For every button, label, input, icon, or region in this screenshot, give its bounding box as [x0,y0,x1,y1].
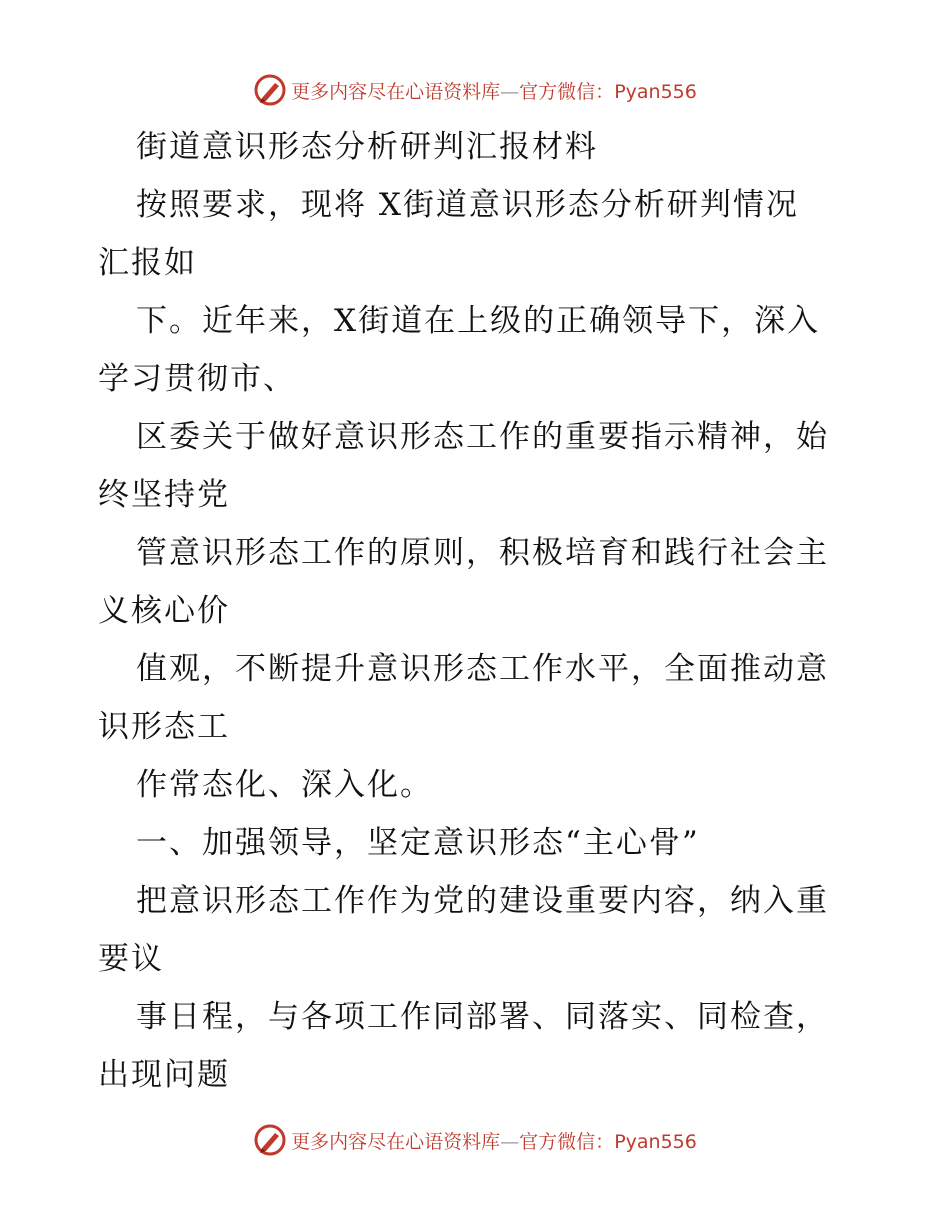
footer-banner [0,1120,950,1160]
banner-wechat-label: 官方微信： [519,80,615,103]
banner-wechat-id: Pyan556 [614,80,697,103]
paragraph-line: 下。近年来，X街道在上级的正确领导下，深入 [136,303,821,339]
paragraph-line: 出现问题 [98,1057,230,1093]
banner-text [291,1127,697,1154]
paragraph-line: 作常态化、深入化。 [136,767,433,803]
paragraph-line: 区委关于做好意识形态工作的重要指示精神，始 [136,419,829,455]
banner-main-text: 更多内容尽在心语资料库 [291,80,501,103]
banner-wechat-id: Pyan556 [614,1130,697,1153]
paragraph-line: 事日程，与各项工作同部署、同落实、同检查， [136,999,829,1035]
paragraph-line: 终坚持党 [98,477,230,513]
banner-dash: — [500,1130,520,1153]
paragraph-line: 管意识形态工作的原则，积极培育和践行社会主 [136,535,829,571]
paragraph-line: 识形态工 [98,709,230,745]
paragraph-line: 义核心价 [98,593,230,629]
paragraph-line: 按照要求，现将 X街道意识形态分析研判情况 [136,187,799,223]
header-banner [0,70,950,110]
banner-wechat-label: 官方微信： [519,1130,615,1153]
paragraph-line: 汇报如 [98,245,197,281]
paragraph-line: 学习贯彻市、 [98,361,296,397]
paragraph-line: 要议 [98,941,164,977]
paragraph-line: 值观，不断提升意识形态工作水平，全面推动意 [136,651,829,687]
pen-logo-icon [253,73,287,107]
paragraph-line: 把意识形态工作作为党的建设重要内容，纳入重 [136,883,829,919]
document-body [98,118,858,1104]
document-title: 街道意识形态分析研判汇报材料 [136,129,598,165]
banner-text [291,77,697,104]
banner-main-text: 更多内容尽在心语资料库 [291,1130,501,1153]
pen-logo-icon [253,1123,287,1157]
section-heading: 一、加强领导，坚定意识形态“主心骨” [136,825,700,861]
banner-dash: — [500,80,520,103]
